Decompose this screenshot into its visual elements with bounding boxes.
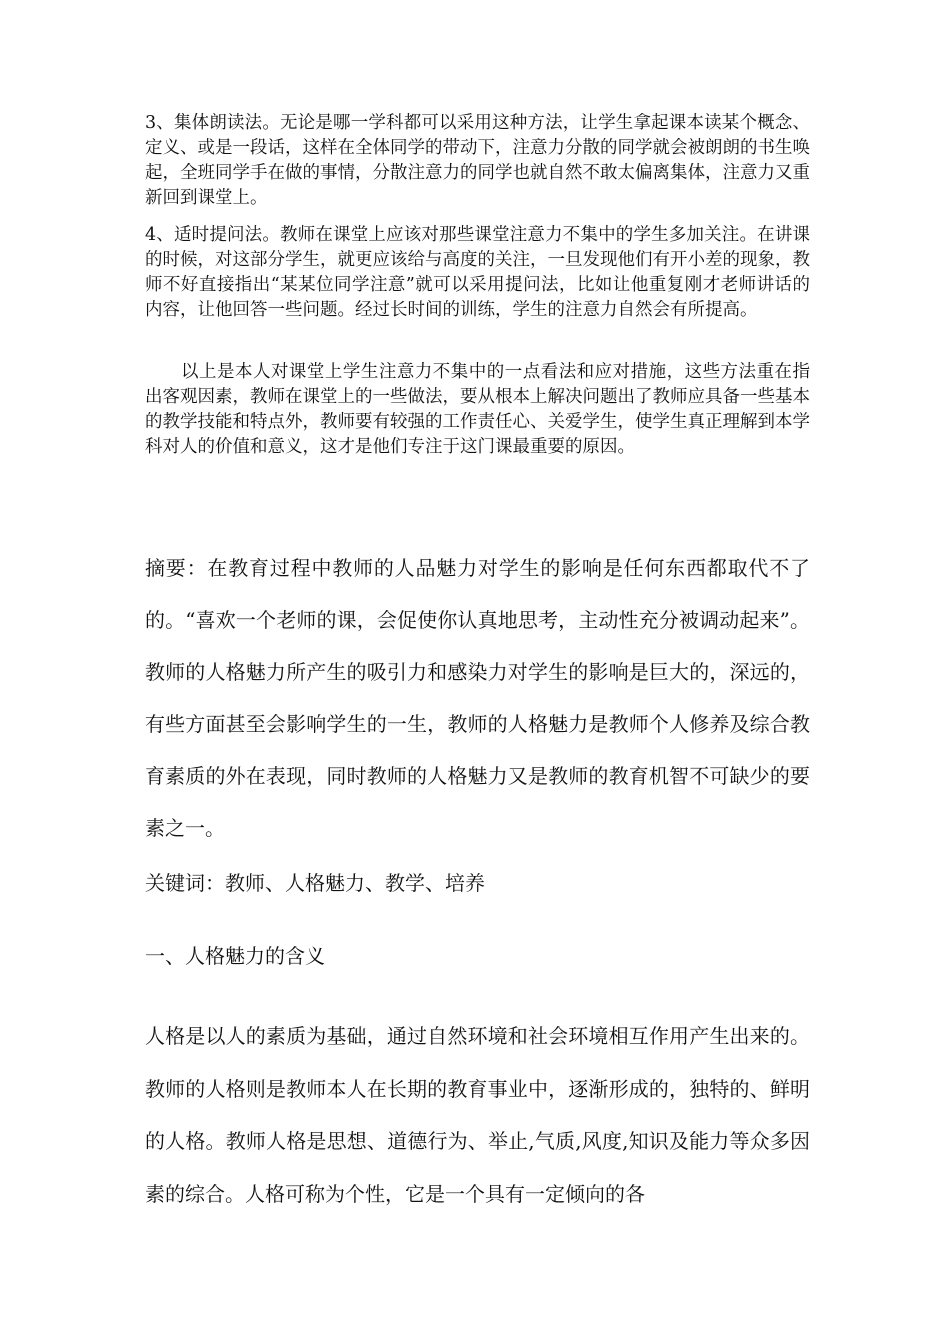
paragraph-conclusion: 以上是本人对课堂上学生注意力不集中的一点看法和应对措施，这些方法重在指出客观因素，教师在课堂上的一些做法，要从根本上解决问题出了教师应具备一些基本的教学技能和特点外，教师要有较强的工作责任心、关爱学生，使学生真正理解到本学科对人的价值和意义，这才是他们专注于这门课最重要的原因。 bbox=[145, 362, 810, 457]
abstract-paragraph: 摘要：在教育过程中教师的人品魅力对学生的影响是任何东西都取代不了的。“喜欢一个老师的课，会促使你认真地思考，主动性充分被调动起来”。教师的人格魅力所产生的吸引力和感染力对学生的影响是巨大的，深远的，有些方面甚至会影响学生的一生，教师的人格魅力是教师个人修养及综合教育素质的外在表现，同时教师的人格魅力又是教师的教育机智不可缺少的要素之一。 bbox=[145, 556, 810, 840]
keywords-line: 关键词：教师、人格魅力、教学、培养 bbox=[145, 871, 485, 895]
section-1-body: 人格是以人的素质为基础，通过自然环境和社会环境相互作用产生出来的。教师的人格则是教师本人在长期的教育事业中，逐渐形成的，独特的、鲜明的人格。教师人格是思想、道德行为、举止,气质,风度,知识及能力等众多因素的综合。人格可称为个性，它是一个具有一定倾向的各 bbox=[145, 1024, 810, 1206]
paragraph-method-4: 4、适时提问法。教师在课堂上应该对那些课堂注意力不集中的学生多加关注。在讲课的时候，对这部分学生，就更应该给与高度的关注，一旦发现他们有开小差的现象，教师不好直接指出“某某位同学注意”就可以采用提问法，比如让他重复刚才老师讲话的内容，让他回答一些问题。经过长时间的训练，学生的注意力自然会有所提高。 bbox=[145, 225, 810, 320]
paragraph-method-3: 3、集体朗读法。无论是哪一学科都可以采用这种方法，让学生拿起课本读某个概念、定义、或是一段话，这样在全体同学的带动下，注意力分散的同学就会被朗朗的书生唤起，全班同学手在做的事情，分散注意力的同学也就自然不敢太偏离集体，注意力又重新回到课堂上。 bbox=[145, 113, 810, 208]
section-heading-1: 一、人格魅力的含义 bbox=[145, 944, 325, 968]
